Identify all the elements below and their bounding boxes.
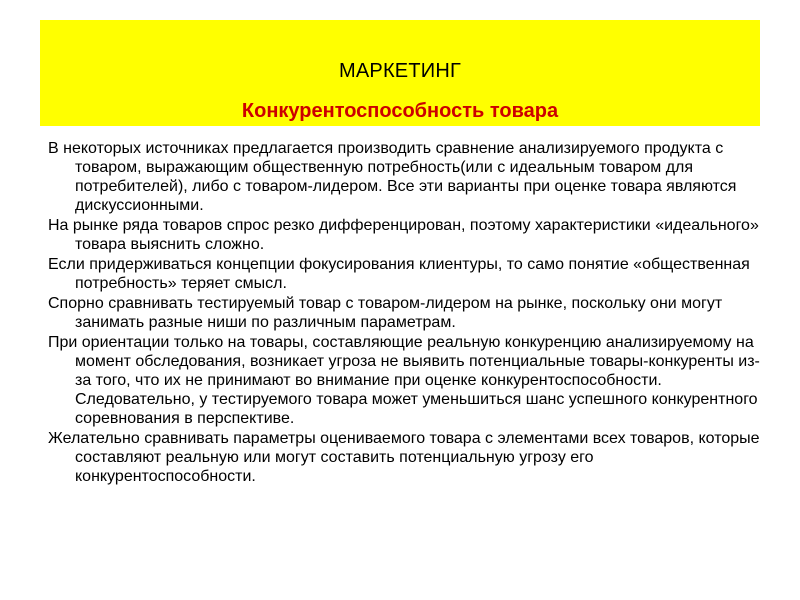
paragraph-3: Если придерживаться концепции фокусирования клиентуры, то само понятие «общественная потребность» теряет смысл. <box>48 256 750 292</box>
slide-title: МАРКЕТИНГ <box>339 60 461 82</box>
paragraph-1: В некоторых источниках предлагается производить сравнение анализируемого продукта с товаром, выражающим общественную потребность(или с идеальным товаром для потребителей), либо с товаром-лидером. Все эти варианты при оценке товара являются дискуссионными. <box>48 140 737 214</box>
paragraph-4: Спорно сравнивать тестируемый товар с товаром-лидером на рынке, поскольку они могут занимать разные ниши по различным параметрам. <box>48 295 723 331</box>
slide-subtitle: Конкурентоспособность товара <box>241 100 559 122</box>
paragraph-2: На рынке ряда товаров спрос резко дифференцирован, поэтому характеристики «идеального» товара выяснить сложно. <box>48 217 759 253</box>
slide-body <box>48 139 760 487</box>
paragraph-5: При ориентации только на товары, составляющие реальную конкуренцию анализируемому на момент обследования, возникает угроза не выявить потенциальные товары-конкуренты из-за того, что их не принимают во внимание при оценке конкурентоспособности. Следовательно, у тестируемого товара может уменьшиться шанс успешного конкурентного соревнования в перспективе. <box>48 334 760 427</box>
paragraph-6: Желательно сравнивать параметры оцениваемого товара с элементами всех товаров, которые составляют реальную или могут составить потенциальную угрозу его конкурентоспособности. <box>48 430 760 485</box>
title-banner <box>40 20 760 126</box>
